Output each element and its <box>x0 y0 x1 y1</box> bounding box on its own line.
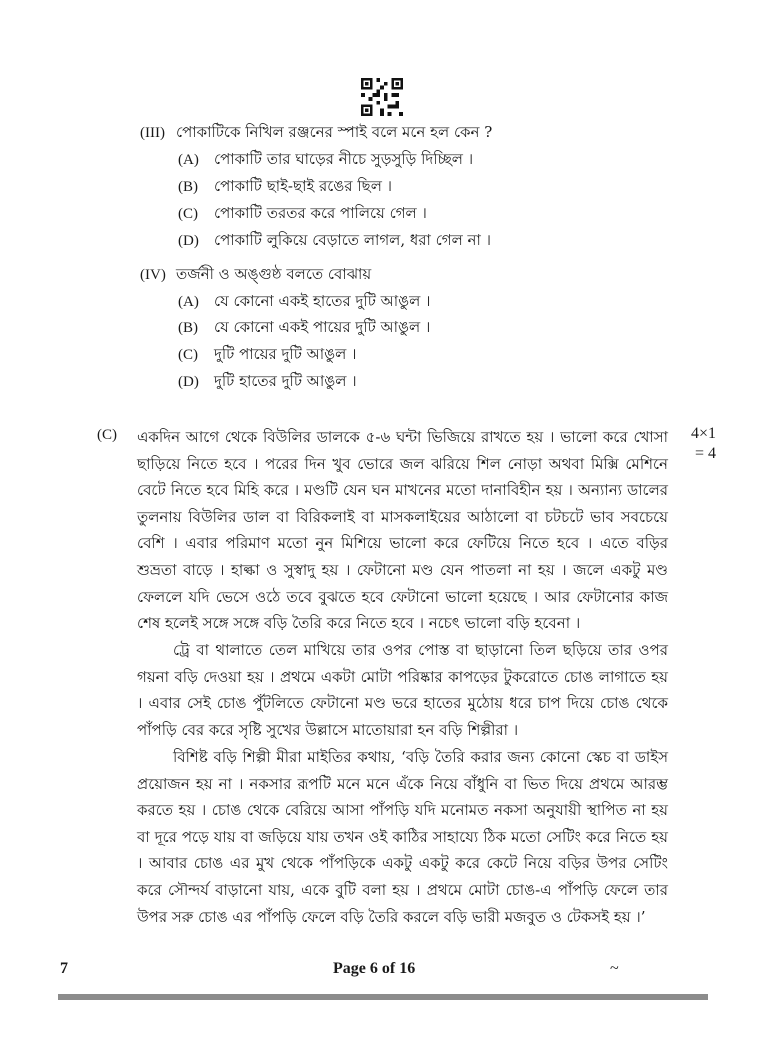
footer-mark: ~ <box>610 960 619 977</box>
option-label: (A) <box>178 294 199 310</box>
option-text: পোকাটি তার ঘাড়ের নীচে সুড়সুড়ি দিচ্ছিল । <box>214 150 474 168</box>
passage-paragraph-1: একদিন আগে থেকে বিউলির ডালকে ৫-৬ ঘন্টা ভিজিয়ে রাখতে হয় । ভালো করে খোসা ছাড়িয়ে নিতে হবে । পরের দিন খুব ভোরে জল ঝরিয়ে শিল নোড়া অথবা মিক্সি মেশিনে বেটে নিতে হবে মিহি করে । মণ্ডটি যেন ঘন মাখনের মতো দানাবিহীন হয় । অন্যান্য ডালের তুলনায় বিউলির ডাল বা বিরিকলাই বা মাসকলাইয়ের আঠালো বা চটচটে ভাব সবচেয়ে বেশি । এবার পরিমাণ মতো নুন মিশিয়ে ভালো করে ফেটিয়ে নিতে হবে । এতে বড়ির শুভ্রতা বাড়ে । হাল্কা ও সুস্বাদু হয় । ফেটানো মণ্ড যেন পাতলা না হয় । জলে একটু মণ্ড ফেললে যদি ভেসে ওঠে তবে বুঝতে হবে ফেটানো ভালো হয়েছে । আর ফেটানোর কাজ শেষ হলেই সঙ্গে সঙ্গে বড়ি তৈরি করে নিতে হবে । নচেৎ ভালো বড়ি হবেনা । <box>137 428 668 633</box>
option-iv-c <box>178 343 356 368</box>
footer-rule <box>58 994 708 1000</box>
passage-paragraph-3: বিশিষ্ট বড়ি শিল্পী মীরা মাইতির কথায়, ‘বড়ি তৈরি করার জন্য কোনো স্কেচ বা ডাইস প্রয়োজন হয় না । নকসার রূপটি মনে মনে এঁকে নিয়ে বাঁধুনি বা ভিত দিয়ে প্রথমে আরম্ভ করতে হয় । চোঙ থেকে বেরিয়ে আসা পাঁপড়ি যদি মনোমত নকসা অনুযায়ী স্থাপিত না হয় বা দূরে পড়ে যায় বা জড়িয়ে যায় তখন ওই কাঠির সাহায্যে ঠিক মতো সেটিং করে নিতে হয় । আবার চোঙ এর মুখ থেকে পাঁপড়িকে একটু একটু করে কেটে নিয়ে বড়ির উপর সেটিং করে সৌন্দর্য বাড়ানো যায়, একে বুটি বলা হয় । প্রথমে মোটা চোঙ-এ পাঁপড়ি ফেলে তার উপর সরু চোঙ এর পাঁপড়ি ফেলে বড়ি তৈরি করলে বড়ি ভারী মজবুত ও টেকসই হয় ।’ <box>137 748 668 926</box>
marks-line-2: = 4 <box>694 445 716 462</box>
option-text: পোকাটি তরতর করে পালিয়ে গেল । <box>214 204 427 222</box>
marks-allocation <box>682 424 716 464</box>
option-text: পোকাটি লুকিয়ে বেড়াতে লাগল, ধরা গেল না । <box>214 231 491 249</box>
footer-code: 7 <box>60 960 68 977</box>
question-number: (III) <box>140 125 165 141</box>
option-text: পোকাটি ছাই-ছাই রঙের ছিল । <box>214 177 393 195</box>
option-iv-a <box>178 290 430 315</box>
option-iv-b <box>178 316 430 341</box>
option-text: যে কোনো একই হাতের দুটি আঙুল । <box>214 292 431 310</box>
marks-line-1: 4×1 <box>690 425 716 442</box>
question-iv <box>140 263 371 288</box>
option-label: (A) <box>178 152 199 168</box>
option-label: (C) <box>178 206 198 222</box>
option-text: দুটি পায়ের দুটি আঙুল । <box>214 345 357 363</box>
option-label: (D) <box>178 233 199 249</box>
question-text: পোকাটিকে নিখিল রঞ্জনের স্পাই বলে মনে হল কেন ? <box>176 123 493 141</box>
page-number: Page 6 of 16 <box>333 960 416 977</box>
question-number: (IV) <box>140 267 166 283</box>
option-text: দুটি হাতের দুটি আঙুল । <box>214 372 357 390</box>
option-iii-a <box>178 148 473 173</box>
option-label: (B) <box>178 179 198 195</box>
qr-code <box>360 78 404 116</box>
section-c-label: (C) <box>97 427 117 443</box>
option-label: (D) <box>178 374 199 390</box>
option-label: (B) <box>178 320 198 336</box>
option-iii-c <box>178 202 427 227</box>
passage-paragraph-2: ট্রে বা থালাতে তেল মাখিয়ে তার ওপর পোস্ত বা ছাড়ানো তিল ছড়িয়ে তার ওপর গয়না বড়ি দেওয়া হয় । প্রথমে একটা মোটা পরিষ্কার কাপড়ের টুকরোতে চোঙ লাগাতে হয় । এবার সেই চোঙ পুঁটলিতে ফেটানো মণ্ড ভরে হাতের মুঠোয় ধরে চাপ দিয়ে চোঙ থেকে পাঁপড়ি বের করে সৃষ্টি সুখের উল্লাসে মাতোয়ারা হন বড়ি শিল্পীরা । <box>137 641 668 739</box>
question-iii <box>140 121 492 146</box>
option-text: যে কোনো একই পায়ের দুটি আঙুল । <box>214 318 431 336</box>
option-iv-d <box>178 370 357 395</box>
option-label: (C) <box>178 347 198 363</box>
option-iii-b <box>178 175 392 200</box>
question-text: তর্জনী ও অঙ্গুষ্ঠ বলতে বোঝায় <box>176 265 372 283</box>
option-iii-d <box>178 229 491 254</box>
